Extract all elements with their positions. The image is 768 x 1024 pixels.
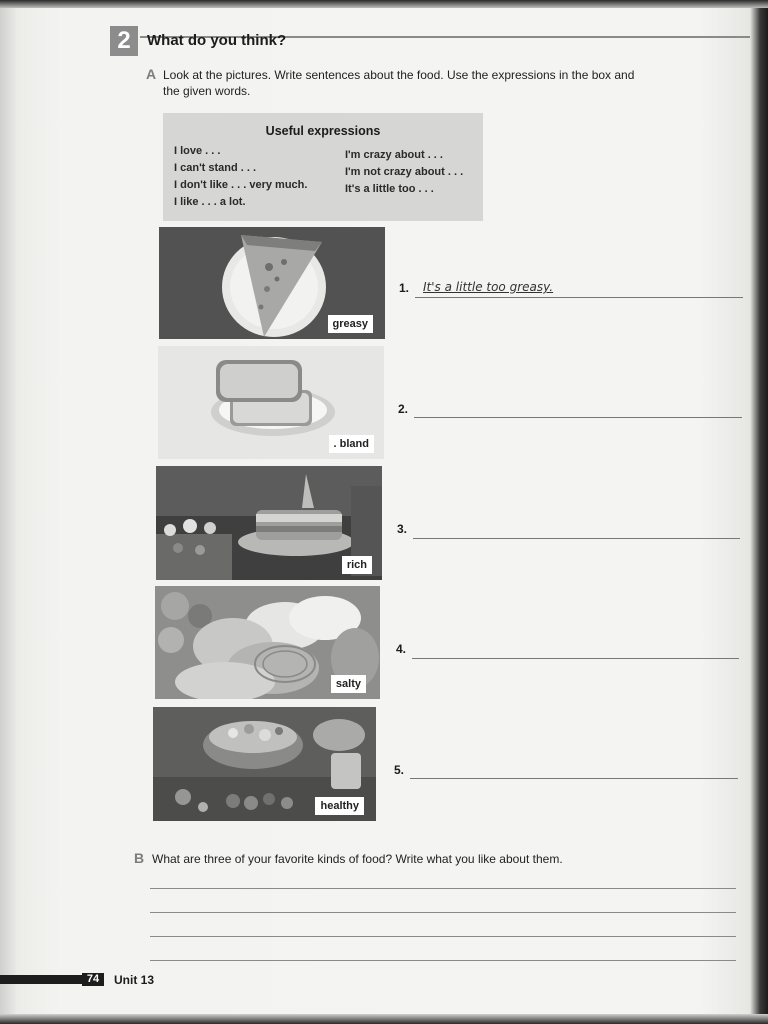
photo-label-rich: rich xyxy=(342,556,372,574)
section-title: What do you think? xyxy=(147,32,287,49)
answer-line-2[interactable] xyxy=(414,417,742,418)
part-a-instruction-line2: the given words. xyxy=(163,84,251,98)
photo-cakes xyxy=(156,466,382,580)
expression-item: I can't stand . . . xyxy=(174,162,257,174)
photo-bread xyxy=(158,346,384,459)
writing-line-3[interactable] xyxy=(150,936,736,937)
page-top-edge xyxy=(0,0,768,8)
writing-line-2[interactable] xyxy=(150,912,736,913)
exercise-number-4: 4. xyxy=(396,642,407,656)
footer-bar xyxy=(0,975,82,984)
section-number-badge: 2 xyxy=(110,26,138,56)
writing-line-4[interactable] xyxy=(150,960,736,961)
exercise-answer-1: It's a little too greasy. xyxy=(423,280,554,294)
answer-line-5[interactable] xyxy=(410,778,738,779)
writing-line-1[interactable] xyxy=(150,888,736,889)
useful-expressions-title: Useful expressions xyxy=(265,124,381,138)
expressions-left-column xyxy=(174,143,307,211)
useful-expressions-box xyxy=(163,113,483,221)
photo-label-healthy: healthy xyxy=(315,797,364,815)
exercise-number-1: 1. xyxy=(399,281,410,295)
page-bottom-edge xyxy=(0,1014,768,1024)
photo-salad xyxy=(153,707,376,821)
expression-item: It's a little too . . . xyxy=(345,183,434,195)
photo-chips xyxy=(155,586,380,699)
answer-line-3[interactable] xyxy=(413,538,740,539)
expression-item: I love . . . xyxy=(174,145,221,157)
expression-item: I'm crazy about . . . xyxy=(345,149,443,161)
exercise-number-5: 5. xyxy=(394,763,405,777)
photo-label-greasy: greasy xyxy=(328,315,373,333)
expressions-right-column xyxy=(345,147,463,198)
expression-item: I like . . . a lot. xyxy=(174,196,246,208)
exercise-number-2: 2. xyxy=(398,402,409,416)
part-b-letter: B xyxy=(134,850,145,866)
page-number: 74 xyxy=(82,973,104,986)
photo-label-bland: . bland xyxy=(329,435,374,453)
part-b-instruction: What are three of your favorite kinds of food? Write what you like about them. xyxy=(152,852,563,866)
answer-line-4[interactable] xyxy=(412,658,739,659)
photo-pizza xyxy=(159,227,385,339)
label-text: bland xyxy=(339,438,369,450)
expression-item: I'm not crazy about . . . xyxy=(345,166,464,178)
part-a-instruction-line1: Look at the pictures. Write sentences about the food. Use the expressions in the box and xyxy=(163,68,635,82)
part-a-letter: A xyxy=(146,66,157,82)
answer-line-1[interactable] xyxy=(415,297,743,298)
footer-unit-label: Unit 13 xyxy=(114,973,155,987)
expression-item: I don't like . . . very much. xyxy=(174,179,308,191)
exercise-number-3: 3. xyxy=(397,522,408,536)
photo-label-salty: salty xyxy=(331,675,366,693)
